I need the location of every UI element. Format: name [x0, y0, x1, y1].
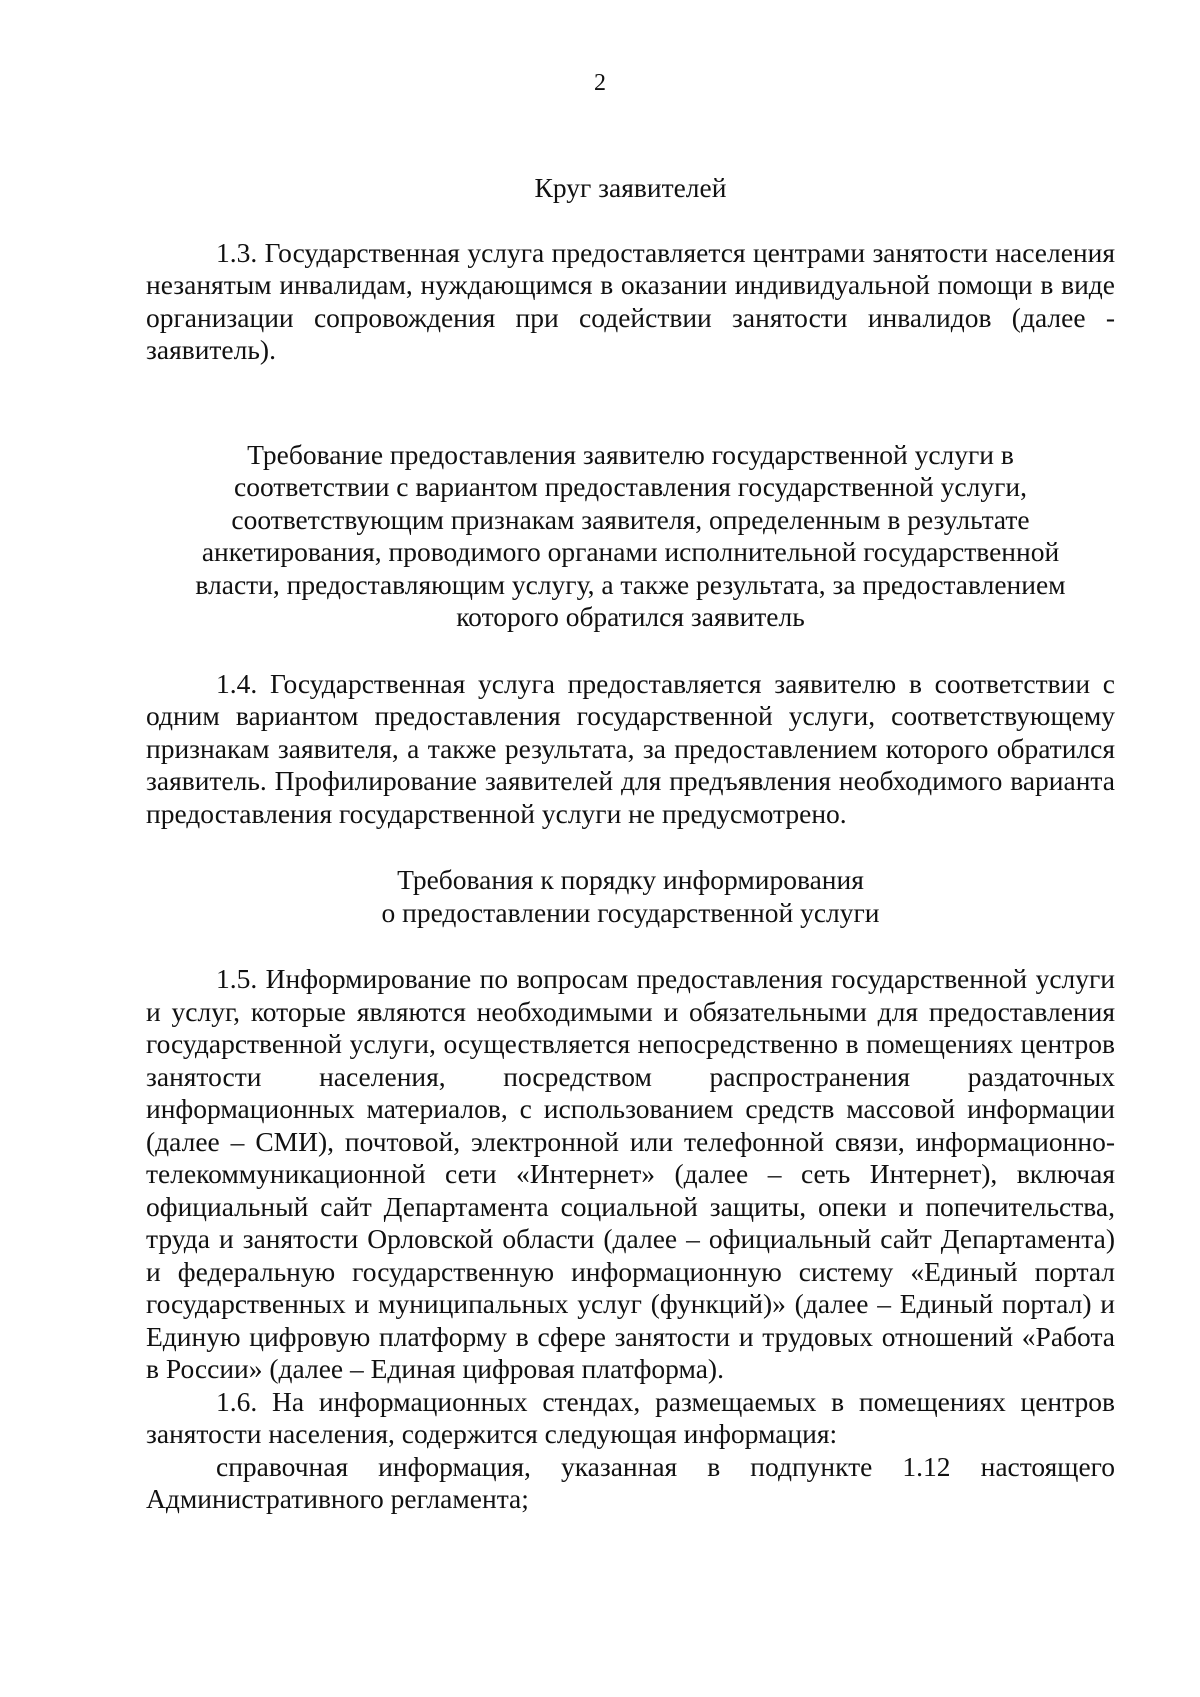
section-heading-informing-line2: о предоставлении государственной услуги — [381, 896, 880, 928]
paragraph-1-6: 1.6. На информационных стендах, размещаемых в помещениях центров занятости населения, содержится следующая информация: — [146, 1385, 1115, 1449]
paragraph-1-4: 1.4. Государственная услуга предоставляется заявителю в соответствии с одним вариантом предоставления государственной услуги, соответствующему признакам заявителя, а также результата, за предоставлением которого обратился заявитель. Профилирование заявителей для предъявления необходимого варианта предоставления государственной услуги не предусмотрено. — [146, 667, 1115, 829]
section-heading-requirements: Требование предоставления заявителю государственной услуги в соответствии с вариантом предоставления государственной услуги, соответствующим признакам заявителя, определенным в результате анкетирования, проводимого органами исполнительной государственной власти, предоставляющим услугу, а также результата, за предоставлением которого обратился заявитель — [195, 438, 1066, 632]
paragraph-1-3: 1.3. Государственная услуга предоставляется центрами занятости населения незанятым инвалидам, нуждающимся в оказании индивидуальной помощи в виде организации сопровождения при содействии занятости инвалидов (далее - заявитель). — [146, 236, 1115, 365]
section-heading-informing-line1: Требования к порядку информирования — [397, 864, 864, 895]
paragraph-reference-info: справочная информация, указанная в подпункте 1.12 настоящего Административного регламента; — [146, 1450, 1115, 1514]
page-number: 2 — [594, 70, 606, 96]
section-heading-applicants: Круг заявителей — [534, 172, 727, 203]
document-body — [146, 172, 1115, 1516]
paragraph-1-5: 1.5. Информирование по вопросам предоставления государственной услуги и услуг, которые являются необходимыми и обязательными для предоставления государственной услуги, осуществляется непосредственно в помещениях центров занятости населения, посредством распространения раздаточных информационных материалов, с использованием средств массовой информации (далее – СМИ), почтовой, электронной или телефонной связи, информационно-телекоммуникационной сети «Интернет» (далее – сеть Интернет), включая официальный сайт Департамента социальной защиты, опеки и попечительства, труда и занятости Орловской области (далее – официальный сайт Департамента) и федеральную государственную информационную систему «Единый портал государственных и муниципальных услуг (функций)» (далее – Единый портал) и Единую цифровую платформу в сфере занятости и трудовых отношений «Работа в России» (далее – Единая цифровая платформа). — [146, 963, 1115, 1384]
